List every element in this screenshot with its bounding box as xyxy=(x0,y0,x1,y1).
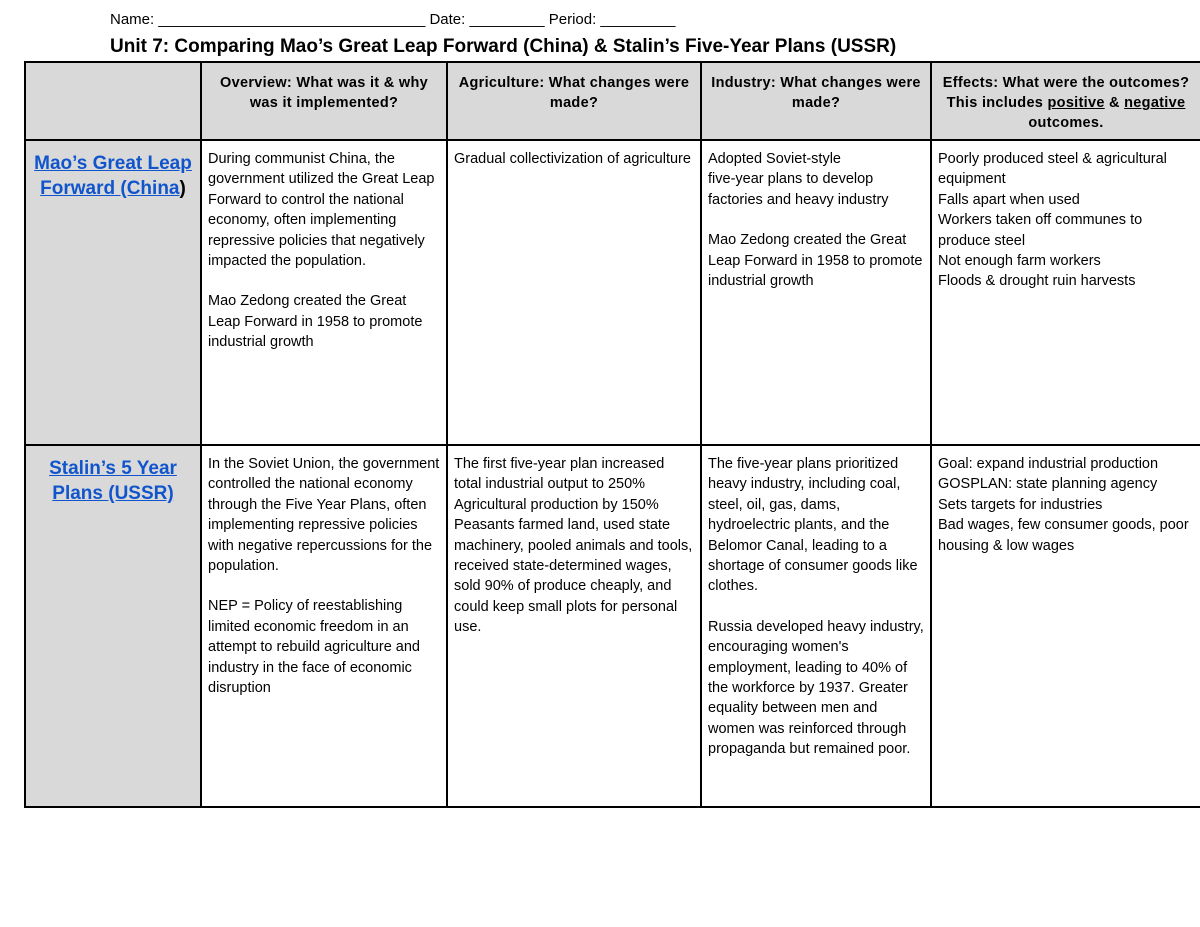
china-agriculture-cell xyxy=(447,140,701,445)
row-header-ussr xyxy=(25,445,201,807)
ussr-industry-text-2: Russia developed heavy industry, encouraging women's employment, leading to 40% of the workforce by 1937. Greater equality between men and women was reinforced through propaganda but remained poor. xyxy=(708,618,924,758)
column-header-agriculture: Agriculture: What changes were made? xyxy=(447,62,701,140)
table-row-ussr xyxy=(25,445,1200,807)
ussr-industry-cell xyxy=(701,445,931,807)
china-overview-text-2: Mao Zedong created the Great Leap Forward in 1958 to promote industrial growth xyxy=(208,293,423,351)
effects-header-suffix: outcomes. xyxy=(1028,115,1104,131)
ussr-agriculture-text: The first five-year plan increased total industrial output to 250% Agricultural production by 150% Peasants farmed land, used state machinery, pooled animals and tools, received state-determined wages, sold 90% of produce cheaply, and could keep small plots for personal use. xyxy=(454,456,693,636)
ussr-industry-text-1: The five-year plans prioritized heavy industry, including coal, steel, oil, gas, dams, hydroelectric plants, and the Belomor Canal, leading to a shortage of consumer goods like clothes. xyxy=(708,456,918,595)
ussr-overview-cell xyxy=(201,445,447,807)
effects-header-prefix: Effects: What were the outcomes? This includes xyxy=(942,75,1190,111)
ussr-effects-text: Goal: expand industrial production GOSPLAN: state planning agency Sets targets for industries Bad wages, few consumer goods, poor housing & low wages xyxy=(938,456,1189,554)
china-industry-text-1: Adopted Soviet-style five-year plans to develop factories and heavy industry xyxy=(708,151,889,208)
china-agriculture-text: Gradual collectivization of agriculture xyxy=(454,151,691,167)
column-header-effects xyxy=(931,62,1200,140)
worksheet-title: Unit 7: Comparing Mao’s Great Leap Forward (China) & Stalin’s Five-Year Plans (USSR) xyxy=(110,36,897,57)
china-industry-cell xyxy=(701,140,931,445)
ussr-overview-text-2: NEP = Policy of reestablishing limited economic freedom in an attempt to rebuild agriculture and industry in the face of economic disruption xyxy=(208,598,420,697)
name-date-period-line: Name: ________________________________ Date: _________ Period: _________ xyxy=(110,11,676,28)
effects-header-negative: negative xyxy=(1124,95,1186,111)
effects-header-and: & xyxy=(1104,95,1125,111)
china-effects-cell xyxy=(931,140,1200,445)
china-link-closing-paren: ) xyxy=(179,178,186,199)
column-header-overview: Overview: What was it & why was it implemented? xyxy=(201,62,447,140)
ussr-overview-text-1: In the Soviet Union, the government controlled the national economy through the Five Year Plans, often implementing repressive policies with negative repercussions for the population. xyxy=(208,456,440,575)
effects-header-positive: positive xyxy=(1047,95,1105,111)
ussr-link[interactable]: Stalin’s 5 Year Plans (USSR) xyxy=(49,458,177,504)
china-overview-text-1: During communist China, the government utilized the Great Leap Forward to control the national economy, often implementing repressive policies that negatively impacted the population. xyxy=(208,151,435,270)
ussr-effects-cell xyxy=(931,445,1200,807)
china-overview-cell xyxy=(201,140,447,445)
china-effects-text: Poorly produced steel & agricultural equipment Falls apart when used Workers taken off communes to produce steel Not enough farm workers Floods & drought ruin harvests xyxy=(938,151,1167,290)
comparison-table xyxy=(24,61,1200,808)
china-link[interactable]: Mao’s Great Leap Forward (China xyxy=(34,153,192,199)
row-header-china xyxy=(25,140,201,445)
china-industry-text-2: Mao Zedong created the Great Leap Forward in 1958 to promote industrial growth xyxy=(708,232,923,290)
table-row-china xyxy=(25,140,1200,445)
header-row xyxy=(25,62,1200,140)
column-header-industry: Industry: What changes were made? xyxy=(701,62,931,140)
corner-cell xyxy=(25,62,201,140)
ussr-agriculture-cell xyxy=(447,445,701,807)
